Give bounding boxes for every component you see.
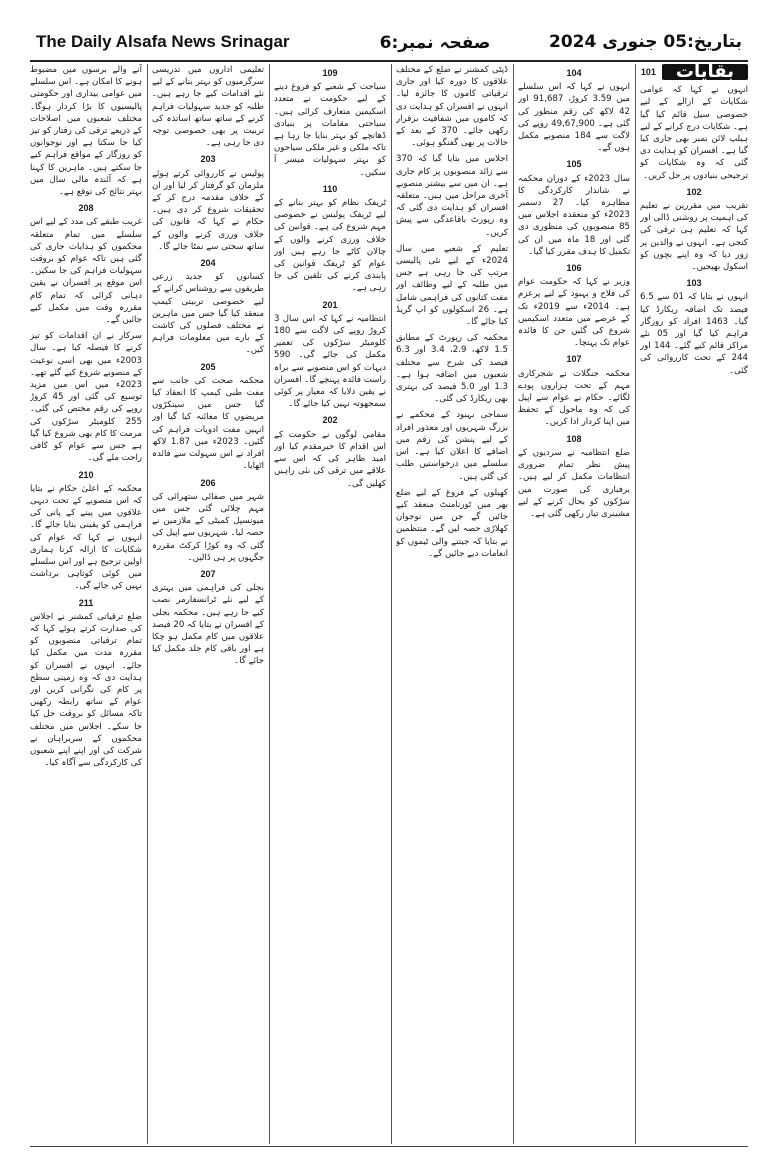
section-number: 109 [322, 68, 338, 78]
article-paragraph: ضلع انتظامیہ نے سردیوں کے پیش نظر تمام ضروری انتظامات مکمل کر لیے ہیں۔ برفباری کی صورت میں سڑکوں کو بحال کرنے کے لیے مشینری تیار رکھی گئی ہے۔ [518, 447, 630, 519]
section-number: 208 [78, 203, 94, 214]
article-paragraph: بجلی کی فراہمی میں بہتری کے لیے نئے ٹرانسفارمر نصب کیے جا رہے ہیں۔ محکمہ بجلی کے افسران نے بتایا کہ 20 فیصد علاقوں میں کام مکمل ہو چکا ہے اور باقی کام جلد مکمل کیا جائے گا۔ [152, 583, 264, 667]
section-number: 104 [566, 68, 582, 78]
article-paragraph: کھیلوں کے فروغ کے لیے ضلع بھر میں ٹورنامنٹ منعقد کیے جائیں گے جن میں نوجوان کھلاڑی حصہ لیں گے۔ منتظمین نے بتایا کہ جیتنے والی ٹیموں کو انعامات دیے جائیں گے۔ [396, 487, 508, 559]
baqiyat-heading [640, 64, 748, 80]
article-paragraph: سیاحت کے شعبے کو فروغ دینے کے لیے حکومت نے متعدد اسکیمیں متعارف کرائی ہیں۔ سیاحتی مقامات پر بنیادی ڈھانچے کو بہتر بنایا جا رہا ہے تاکہ ملکی و غیر ملکی سیاحوں کو بہتر سہولیات میسر آ سکیں۔ [274, 82, 386, 178]
article-paragraph: وزیر نے کہا کہ حکومت عوام کی فلاح و بہبود کے لیے پرعزم ہے۔ 2014ء سے 2019ء تک کے عرصے میں متعدد اسکیمیں شروع کی گئیں جن کا فائدہ عوام تک پہنچا۔ [518, 277, 630, 349]
section-number: 103 [686, 278, 702, 289]
issue-date: بتاریخ:05 جنوری 2024 [549, 32, 742, 52]
article-paragraph: غریب طبقے کی مدد کے لیے اس سلسلے میں تمام متعلقہ محکموں کو ہدایات جاری کی گئی ہیں تاکہ عوام کو بروقت سہولیات فراہم کی جا سکیں۔ اس موقع پر افسران نے یقین دہانی کرائی کہ تمام کام مقررہ وقت میں مکمل کیے جائیں گے۔ [30, 217, 142, 326]
article-paragraph: ٹریفک نظام کو بہتر بنانے کے لیے ٹریفک پولیس نے خصوصی مہم شروع کی ہے۔ قوانین کی خلاف ورزی کرنے والوں کے چالان کاٹے جا رہے ہیں اور عوام کو ٹریفک قوانین کی پابندی کرنے کی تلقین کی جا رہی ہے۔ [274, 198, 386, 294]
column-4 [396, 64, 508, 1144]
section-number: 204 [200, 258, 216, 269]
article-paragraph: محکمہ جنگلات نے شجرکاری مہم کے تحت ہزاروں پودے لگائے۔ حکام نے عوام سے اپیل کی کہ وہ ماحول کے تحفظ میں اپنا کردار ادا کریں۔ [518, 368, 630, 428]
newspaper-title: The Daily Alsafa News Srinagar [36, 32, 290, 51]
column-divider [635, 64, 636, 1144]
article-paragraph: تقریب میں مقررین نے تعلیم کی اہمیت پر روشنی ڈالی اور کہا کہ تعلیم ہی ترقی کی کنجی ہے۔ انہوں نے والدین پر زور دیا کہ وہ اپنے بچوں کو اسکول بھیجیں۔ [640, 201, 748, 273]
article-paragraph: آنے والے برسوں میں مضبوط ہونے کا امکان ہے۔ اس سلسلے میں عوامی بیداری اور حکومتی پالیسیوں کا بڑا کردار ہوگا۔ مختلف شعبوں میں اصلاحات کے ذریعے ترقی کی رفتار کو تیز کیا جا سکتا ہے اور نوجوانوں کو روزگار کے مواقع فراہم کیے جا سکتے ہیں۔ ماہرین کا کہنا ہے کہ آئندہ مالی سال میں بہتر نتائج کی توقع ہے۔ [30, 65, 142, 198]
column-2 [152, 64, 264, 1144]
article-paragraph: انتظامیہ نے کہا کہ اس سال 3 کروڑ روپے کی لاگت سے 180 کلومیٹر سڑکوں کی تعمیر مکمل کی جائے گی۔ 590 دیہات کو اس منصوبے سے براہ راست فائدہ پہنچے گا۔ افسران نے یقین دلایا کہ معیار پر کوئی سمجھوتہ نہیں کیا جائے گا۔ [274, 313, 386, 410]
article-paragraph: محکمہ کی رپورٹ کے مطابق 1.5 لاکھ، 2.9، 3.4 اور 6.3 فیصد کی شرح سے مختلف شعبوں میں اضافہ ہوا ہے۔ 1.3 اور 5.0 فیصد کی بہتری بھی ریکارڈ کی گئی۔ [396, 333, 508, 405]
article-paragraph: محکمہ صحت کی جانب سے مفت طبی کیمپ کا انعقاد کیا گیا جس میں سینکڑوں مریضوں کا معائنہ کیا گیا اور انہیں مفت ادویات فراہم کی گئیں۔ 2023ء میں 1.87 لاکھ افراد نے اس سہولت سے فائدہ اٹھایا۔ [152, 375, 264, 472]
section-number: 211 [78, 597, 94, 608]
article-paragraph: کسانوں کو جدید زرعی طریقوں سے روشناس کرانے کے لیے خصوصی تربیتی کیمپ منعقد کیا گیا جس میں ماہرین نے مختلف فصلوں کی کاشت کے بارے میں معلومات فراہم کیں۔ [152, 272, 264, 356]
article-paragraph: انہوں نے کہا کہ عوامی شکایات کے ازالے کے لیے خصوصی سیل قائم کیا گیا ہے۔ شکایات درج کرانے کے لیے ہیلپ لائن نمبر بھی جاری کیا گیا ہے۔ افسران کو ہدایت دی گئی کہ وہ شکایات کو ترجیحی بنیادوں پر حل کریں۔ [640, 85, 748, 181]
column-5 [518, 64, 630, 1144]
article-paragraph: تعلیمی اداروں میں تدریسی سرگرمیوں کو بہتر بنانے کے لیے نئے اقدامات کیے جا رہے ہیں۔ طلبہ کو جدید سہولیات فراہم کرنے کے ساتھ ساتھ اساتذہ کی تربیت پر بھی خصوصی توجہ دی جا رہی ہے۔ [152, 65, 264, 149]
section-number: 201 [322, 299, 338, 310]
column-6-baqiyat [640, 64, 748, 1144]
article-columns [30, 64, 748, 1144]
section-number: 202 [322, 415, 338, 426]
section-number: 205 [200, 361, 216, 372]
section-number: 102 [686, 186, 702, 197]
article-paragraph: انہوں نے بتایا کہ 01 سے 6.5 فیصد تک اضافہ ریکارڈ کیا گیا۔ 1463 افراد کو روزگار فراہم کیا گیا اور 05 نئے مراکز قائم کیے گئے۔ 144 اور 244 کے تحت کارروائی کی گئی۔ [640, 292, 748, 376]
article-paragraph: ڈپٹی کمشنر نے ضلع کے مختلف علاقوں کا دورہ کیا اور جاری ترقیاتی کاموں کا جائزہ لیا۔ انہوں نے افسران کو ہدایت دی کہ کاموں میں شفافیت برقرار رکھی جائے۔ 370 کے بعد کے حالات پر بھی گفتگو ہوئی۔ [396, 65, 508, 149]
column-3 [274, 64, 386, 1144]
section-number: 106 [566, 263, 582, 274]
baqiyat-first-number: 101 [640, 67, 656, 77]
section-number: 107 [566, 354, 582, 365]
section-number: 206 [200, 477, 216, 488]
article-paragraph: محکمہ کے اعلیٰ حکام نے بتایا کہ اس منصوبے کے تحت دیہی علاقوں میں پینے کے پانی کی فراہمی کو یقینی بنایا جائے گا۔ انہوں نے کہا کہ عوام کی شکایات کا ازالہ کرنا ہماری اولین ترجیح ہے اور اس سلسلے میں کوئی کوتاہی برداشت نہیں کی جائے گی۔ [30, 483, 142, 592]
column-divider [269, 64, 270, 1144]
article-paragraph: تعلیم کے شعبے میں سال 2024ء کے لیے نئی پالیسی مرتب کی جا رہی ہے جس میں طلبہ کے لیے وظائف اور مفت کتابوں کی فراہمی شامل ہے۔ 26 اسکولوں کو اپ گریڈ کیا جائے گا۔ [396, 243, 508, 328]
article-paragraph: مقامی لوگوں نے حکومت کے اس اقدام کا خیرمقدم کیا اور امید ظاہر کی کہ اس سے علاقے میں ترقی کی نئی راہیں کھلیں گی۔ [274, 429, 386, 489]
column-divider [147, 64, 148, 1144]
article-paragraph: اجلاس میں بتایا گیا کہ 370 سے زائد منصوبوں پر کام جاری ہے۔ ان میں سے بیشتر منصوبے آخری مراحل میں ہیں۔ متعلقہ افسران کو ہدایت دی گئی کہ وہ رپورٹ باقاعدگی سے پیش کریں۔ [396, 154, 508, 238]
footer-rule [30, 1146, 748, 1147]
article-paragraph: ضلع ترقیاتی کمشنر نے اجلاس کی صدارت کرتے ہوئے کہا کہ تمام ترقیاتی منصوبوں کو مقررہ مدت میں مکمل کیا جائے۔ انہوں نے افسران کو ہدایت دی کہ وہ زمینی سطح پر کام کی نگرانی کریں اور عوام کے ساتھ رابطہ رکھیں تاکہ مسائل کو بروقت حل کیا جا سکے۔ اجلاس میں مختلف محکموں کے سربراہان نے شرکت کی اور اپنے اپنے شعبوں کی کارکردگی سے آگاہ کیا۔ [30, 611, 142, 769]
column-divider [513, 64, 514, 1144]
section-number: 105 [566, 159, 582, 170]
article-paragraph: پولیس نے کارروائی کرتے ہوئے ملزمان کو گرفتار کر لیا اور ان کے خلاف مقدمہ درج کر کے تحقیقات شروع کر دی ہیں۔ حکام نے کہا کہ قانون کی خلاف ورزی کرنے والوں کے ساتھ سختی سے نمٹا جائے گا۔ [152, 168, 264, 252]
masthead [30, 30, 748, 62]
article-paragraph: سال 2023ء کے دوران محکمہ نے شاندار کارکردگی کا مظاہرہ کیا۔ 27 دسمبر 2023ء کو منعقدہ اجلاس میں 85 منصوبوں کی منظوری دی گئی اور 18 ماہ میں ان کی تکمیل کا ہدف مقرر کیا گیا۔ [518, 173, 630, 257]
section-number: 110 [322, 183, 338, 194]
baqiyat-title: بقایات [662, 64, 748, 80]
section-number: 207 [200, 568, 216, 579]
column-1 [30, 64, 142, 1144]
article-paragraph: سرکار نے ان اقدامات کو تیز کرنے کا فیصلہ کیا ہے۔ سال 2003ء میں بھی اسی نوعیت کے منصوبے شروع کیے گئے تھے۔ 2023ء میں اس میں مزید توسیع کی گئی اور 45 کروڑ روپے کی رقم مختص کی گئی۔ 255 کلومیٹر سڑکوں کی مرمت کا کام بھی شروع کیا گیا ہے جس سے عوام کو کافی راحت ملے گی۔ [30, 331, 142, 464]
section-number: 210 [78, 469, 94, 480]
column-divider [391, 64, 392, 1144]
section-number: 108 [566, 433, 582, 444]
section-number: 203 [200, 154, 216, 165]
page-number: صفحہ نمبر:6 [379, 33, 491, 53]
article-paragraph: شہر میں صفائی ستھرائی کی مہم چلائی گئی جس میں میونسپل کمیٹی کے ملازمین نے حصہ لیا۔ شہریوں سے اپیل کی گئی کہ وہ کوڑا کرکٹ مقررہ جگہوں پر ہی ڈالیں۔ [152, 491, 264, 563]
article-paragraph: انہوں نے کہا کہ اس سلسلے میں 3.59 کروڑ، 91,687 اور 42 لاکھ کی رقم منظور کی گئی ہے۔ 49,67,900 روپے کی لاگت سے 184 منصوبے مکمل ہوں گے۔ [518, 82, 630, 154]
article-paragraph: سماجی بہبود کے محکمے نے بزرگ شہریوں اور معذور افراد کے لیے پنشن کی رقم میں اضافے کا اعلان کیا ہے۔ اس سلسلے میں درخواستیں طلب کی گئی ہیں۔ [396, 410, 508, 482]
